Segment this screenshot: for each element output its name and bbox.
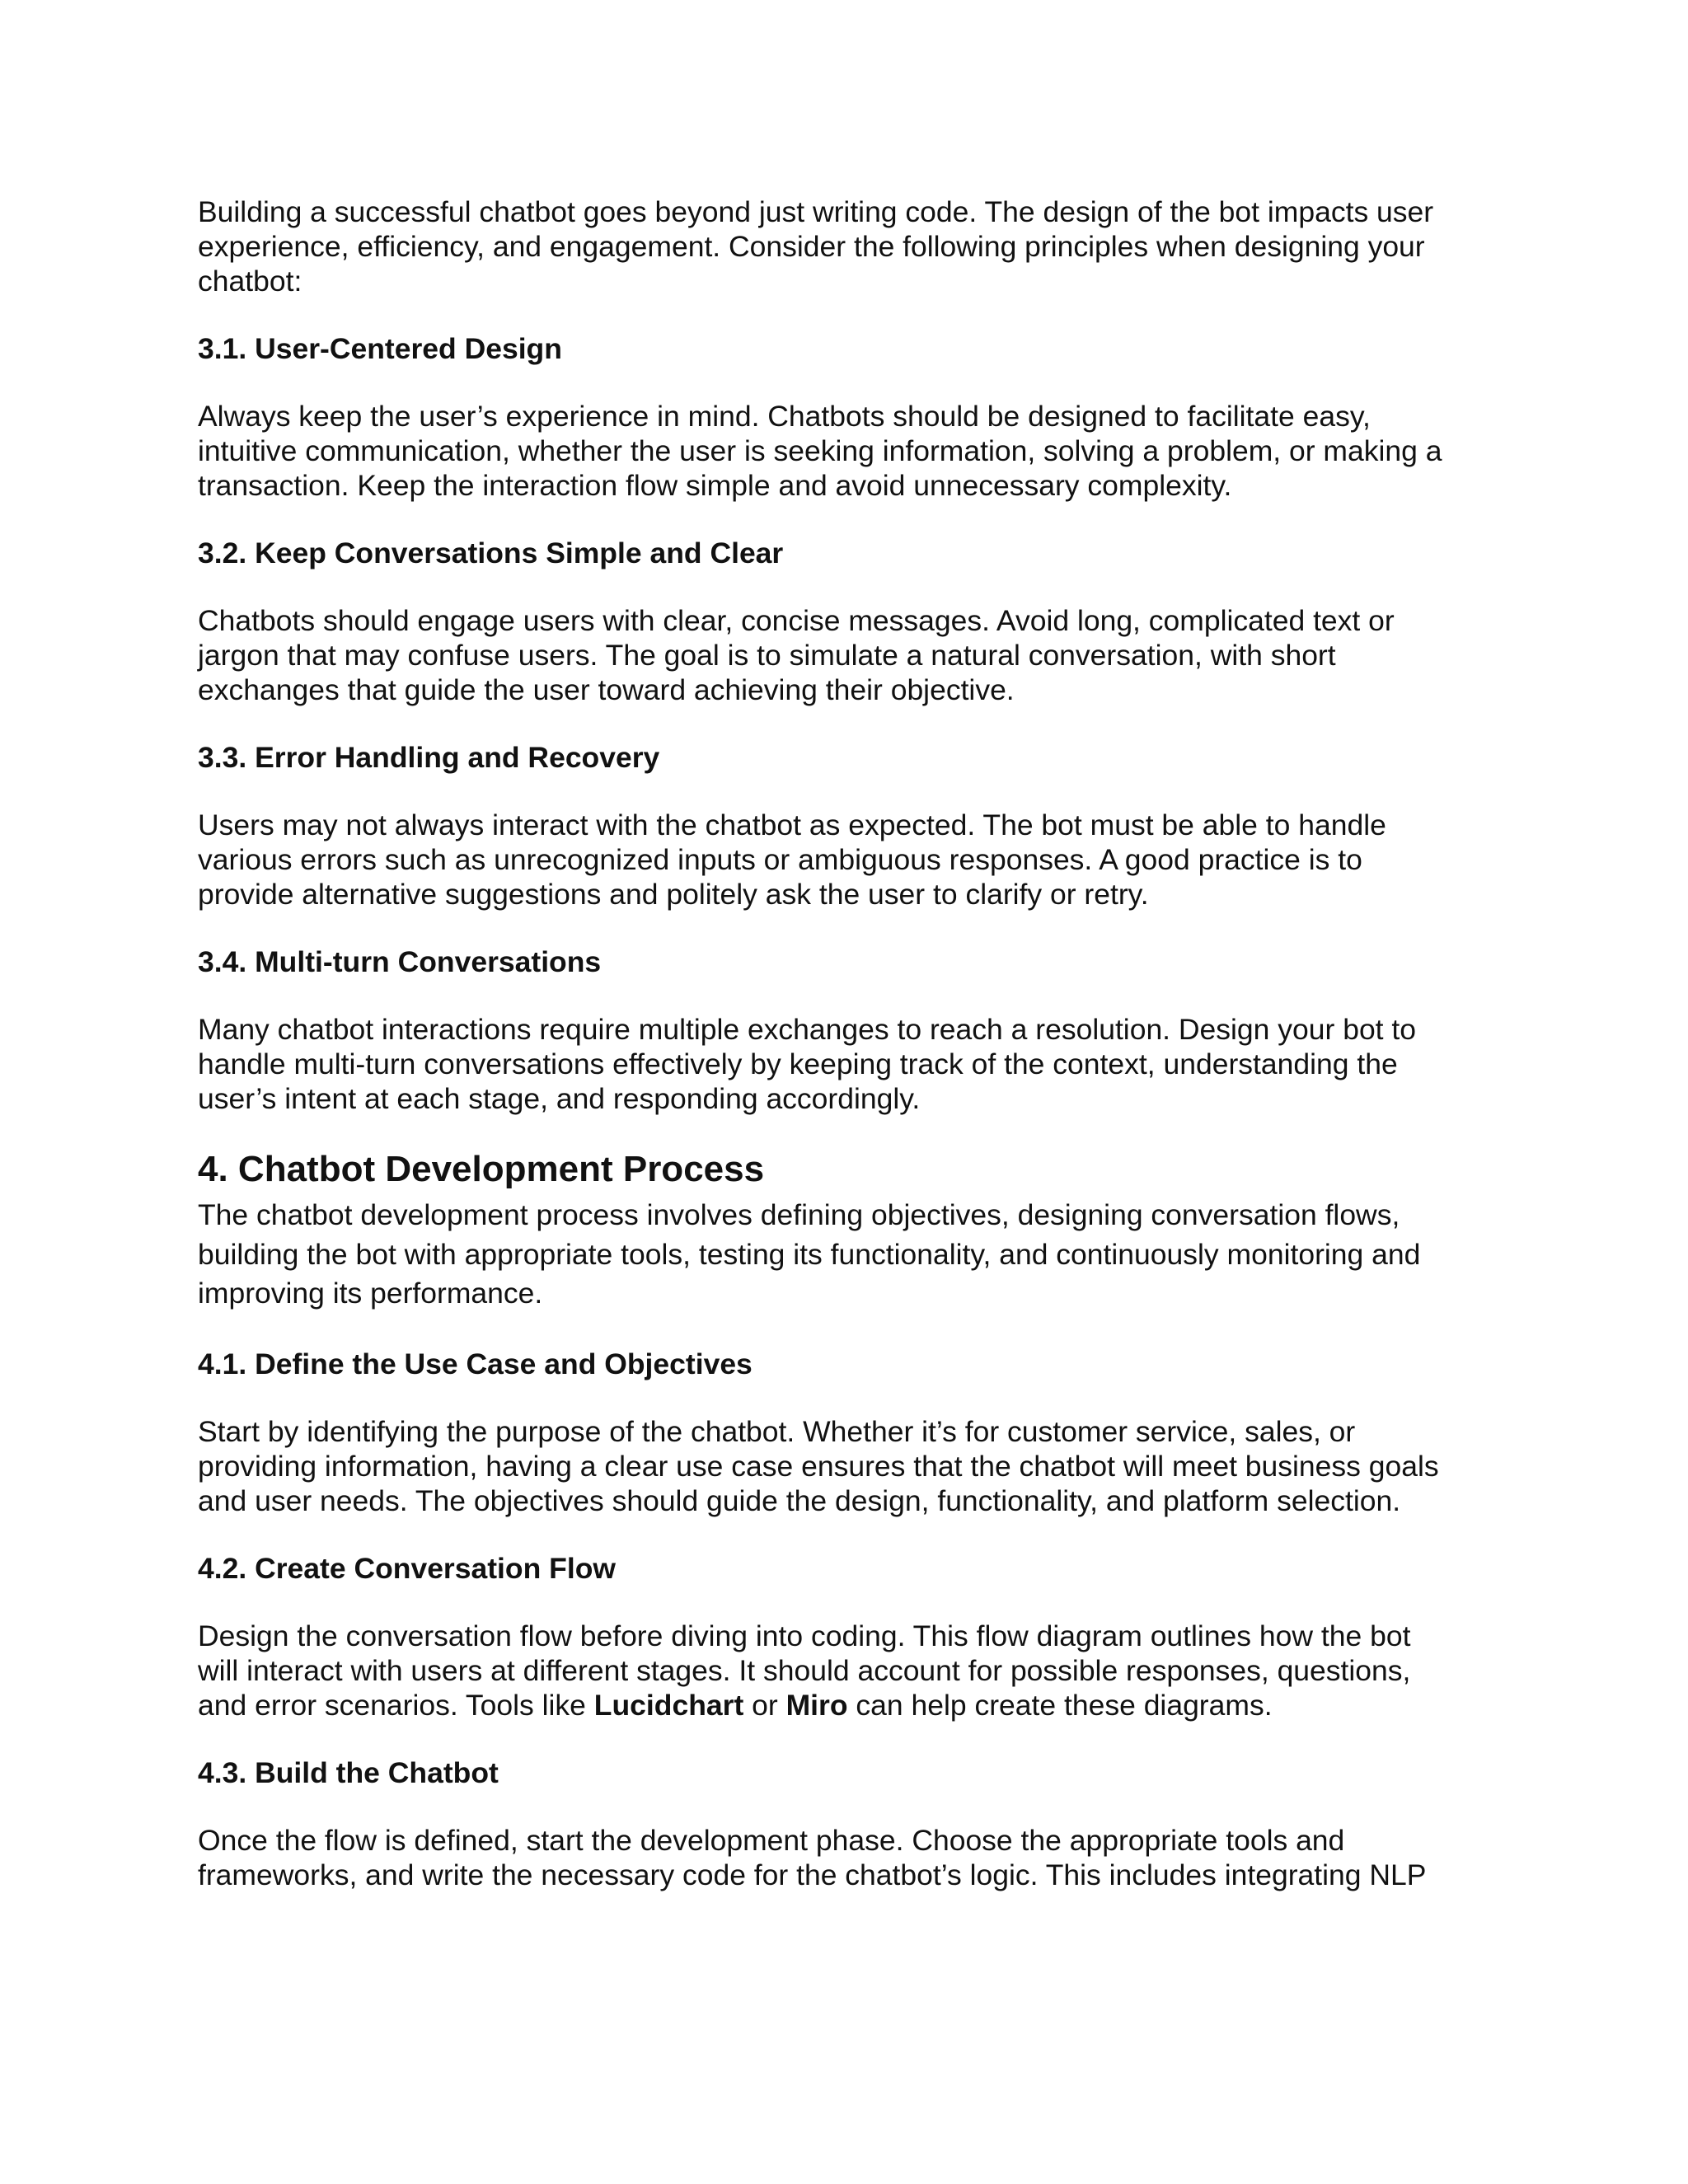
heading-3-2: 3.2. Keep Conversations Simple and Clear bbox=[198, 537, 784, 569]
paragraph-4-2-connector: or bbox=[743, 1688, 786, 1722]
heading-3-3: 3.3. Error Handling and Recovery bbox=[198, 741, 660, 774]
page-content bbox=[198, 194, 1500, 1892]
paragraph-4-2-text-b: can help create these diagrams. bbox=[847, 1688, 1273, 1722]
paragraph-4-2 bbox=[198, 1619, 1500, 1722]
paragraph-3-4: Many chatbot interactions require multiple exchanges to reach a resolution. Design your bot to handle multi-turn conversations effectively by keeping track of the context, understanding the user’s intent at each stage, and responding accordingly. bbox=[198, 1013, 1417, 1115]
tool-name-miro: Miro bbox=[785, 1688, 848, 1722]
heading-4: 4. Chatbot Development Process bbox=[198, 1149, 765, 1189]
paragraph-3-2: Chatbots should engage users with clear, concise messages. Avoid long, complicated text or jargon that may confuse users. The goal is to simulate a natural conversation, with short exchanges that guide the user toward achieving their objective. bbox=[198, 604, 1395, 706]
paragraph-3-3: Users may not always interact with the chatbot as expected. The bot must be able to handle various errors such as unrecognized inputs or ambiguous responses. A good practice is to provide alternative suggestions and politely ask the user to clarify or retry. bbox=[198, 808, 1386, 911]
tool-name-lucidchart: Lucidchart bbox=[593, 1688, 744, 1722]
paragraph-4-3: Once the flow is defined, start the development phase. Choose the appropriate tools and frameworks, and write the necessary code for the chatbot’s logic. This includes integrating NLP bbox=[198, 1823, 1427, 1891]
paragraph-4: The chatbot development process involves defining objectives, designing conversation flows, building the bot with appropriate tools, testing its functionality, and continuously monitoring and improving its performance. bbox=[198, 1198, 1421, 1310]
heading-3-4: 3.4. Multi-turn Conversations bbox=[198, 945, 602, 978]
heading-4-3: 4.3. Build the Chatbot bbox=[198, 1755, 499, 1789]
paragraph-4-2-text-a: Design the conversation flow before diving into coding. This flow diagram outlines how the bot will interact with users at different stages. It should account for possible responses, questions, and error scenarios. Tools like bbox=[198, 1619, 1411, 1722]
paragraph-3-1: Always keep the user’s experience in mind. Chatbots should be designed to facilitate easy, intuitive communication, whether the user is seeking information, solving a problem, or making a transaction. Keep the interaction flow simple and avoid unnecessary complexity. bbox=[198, 400, 1442, 502]
intro-paragraph: Building a successful chatbot goes beyond just writing code. The design of the bot impacts user experience, efficiency, and engagement. Consider the following principles when designing your chatbot: bbox=[198, 195, 1434, 298]
heading-4-2: 4.2. Create Conversation Flow bbox=[198, 1551, 617, 1585]
heading-3-1: 3.1. User-Centered Design bbox=[198, 332, 562, 365]
paragraph-4-1: Start by identifying the purpose of the chatbot. Whether it’s for customer service, sales, or providing information, having a clear use case ensures that the chatbot will meet business goals and user needs. The objectives should guide the design, functionality, and platform selection. bbox=[198, 1414, 1439, 1517]
heading-4-1: 4.1. Define the Use Case and Objectives bbox=[198, 1347, 753, 1380]
